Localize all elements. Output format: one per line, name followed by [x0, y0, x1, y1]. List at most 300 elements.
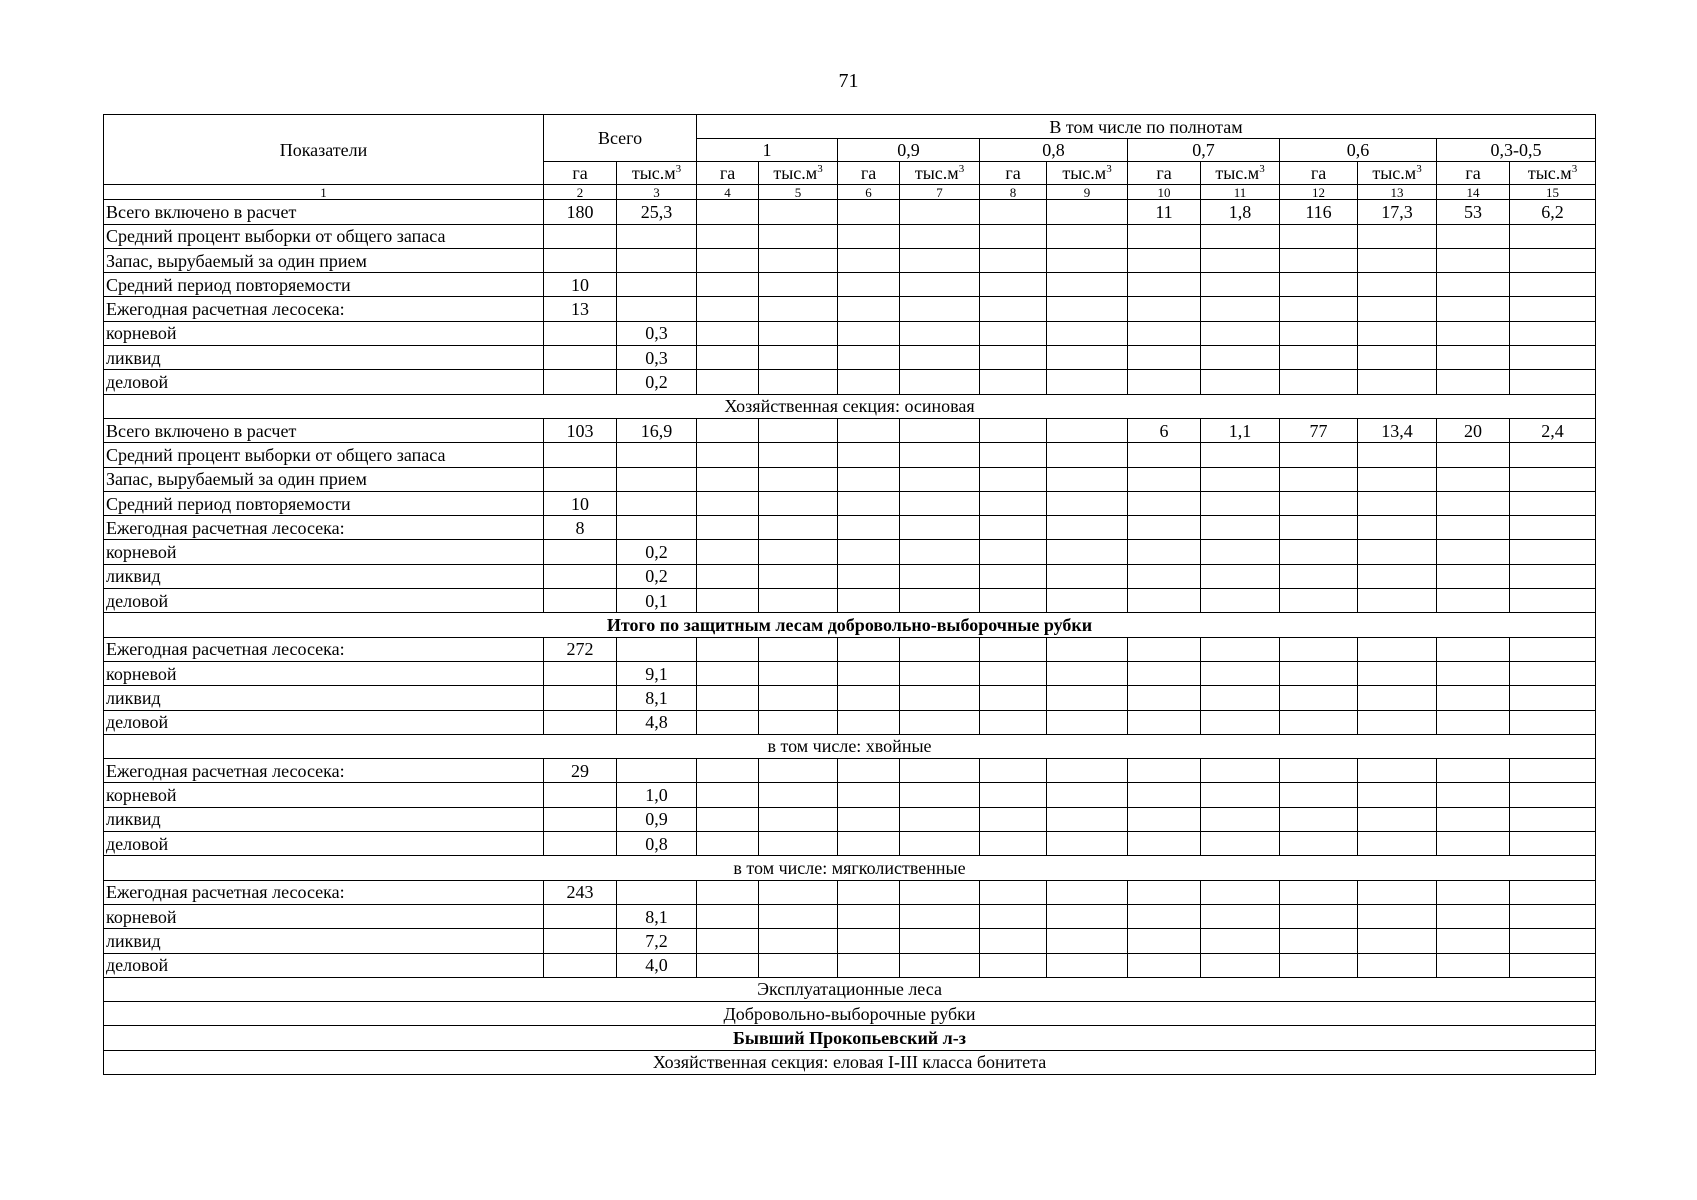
table-cell: [838, 370, 900, 394]
table-cell: [759, 710, 838, 734]
table-cell: [900, 200, 980, 224]
table-cell: [900, 273, 980, 297]
row-label: ликвид: [104, 929, 544, 953]
table-cell: [980, 273, 1047, 297]
unit-volume-text: тыс.м: [914, 163, 959, 184]
table-cell: [900, 589, 980, 613]
table-cell: [980, 321, 1047, 345]
header-unit-ha: га: [697, 162, 759, 185]
table-cell: [1201, 443, 1280, 467]
table-cell: [1510, 953, 1596, 977]
table-cell: [838, 297, 900, 321]
table-cell: [1128, 516, 1201, 540]
table-cell: [1128, 346, 1201, 370]
table-cell: [1128, 467, 1201, 491]
table-cell: [1437, 589, 1510, 613]
column-number: 9: [1047, 185, 1128, 200]
table-cell: [1437, 686, 1510, 710]
table-cell: [1510, 248, 1596, 272]
table-cell: [544, 661, 617, 685]
table-cell: [759, 370, 838, 394]
table-cell: [544, 589, 617, 613]
table-cell: [1437, 297, 1510, 321]
table-cell: [1128, 759, 1201, 783]
table-row: [104, 200, 1596, 224]
table-cell: [1510, 224, 1596, 248]
table-cell: [1510, 467, 1596, 491]
table-row: [104, 516, 1596, 540]
table-cell: [838, 783, 900, 807]
table-cell: [1047, 297, 1128, 321]
table-cell: [1280, 759, 1358, 783]
table-cell: [1510, 832, 1596, 856]
table-cell: [1358, 273, 1437, 297]
table-cell: [1280, 370, 1358, 394]
table-cell: [1510, 661, 1596, 685]
table-cell: [1437, 273, 1510, 297]
table-cell: [1358, 321, 1437, 345]
table-cell: [1510, 370, 1596, 394]
table-cell: [1201, 248, 1280, 272]
table-cell: [759, 467, 838, 491]
table-cell: [1358, 759, 1437, 783]
table-cell: [1437, 953, 1510, 977]
section-title: Хозяйственная секция: еловая I-III класса бонитета: [104, 1050, 1596, 1074]
table-cell: [1280, 953, 1358, 977]
row-label: деловой: [104, 589, 544, 613]
table-cell: [1128, 443, 1201, 467]
table-cell: [1358, 929, 1437, 953]
table-cell: [1201, 273, 1280, 297]
table-cell: [697, 904, 759, 928]
table-cell: [838, 273, 900, 297]
table-cell: [980, 759, 1047, 783]
table-cell: 116: [1280, 200, 1358, 224]
header-unit-volume: [759, 162, 838, 185]
table-cell: [1437, 929, 1510, 953]
table-row: [104, 759, 1596, 783]
table-cell: [697, 783, 759, 807]
table-cell: [1201, 516, 1280, 540]
table-cell: [697, 564, 759, 588]
table-cell: [697, 832, 759, 856]
table-cell: [1510, 564, 1596, 588]
table-cell: [980, 443, 1047, 467]
table-cell: [838, 880, 900, 904]
table-cell: 0,1: [617, 589, 697, 613]
header-by-density: В том числе по полнотам: [697, 115, 1596, 139]
table-cell: 0,3: [617, 346, 697, 370]
row-label: Запас, вырубаемый за один прием: [104, 467, 544, 491]
table-cell: [1201, 467, 1280, 491]
table-cell: [759, 589, 838, 613]
table-cell: 243: [544, 880, 617, 904]
column-number: 6: [838, 185, 900, 200]
table-cell: [759, 759, 838, 783]
table-cell: [544, 346, 617, 370]
table-cell: [1510, 929, 1596, 953]
table-cell: [617, 880, 697, 904]
column-number: 5: [759, 185, 838, 200]
table-cell: [1201, 370, 1280, 394]
table-cell: [1437, 710, 1510, 734]
table-cell: [1201, 929, 1280, 953]
table-cell: [1358, 710, 1437, 734]
table-cell: [838, 929, 900, 953]
table-row: [104, 491, 1596, 515]
table-cell: [617, 516, 697, 540]
table-cell: [1437, 637, 1510, 661]
table-cell: [1280, 273, 1358, 297]
table-cell: [759, 346, 838, 370]
table-cell: 13,4: [1358, 418, 1437, 442]
table-cell: [544, 953, 617, 977]
table-cell: [759, 904, 838, 928]
table-cell: [697, 661, 759, 685]
table-cell: [1280, 321, 1358, 345]
table-cell: [1510, 759, 1596, 783]
row-label: Ежегодная расчетная лесосека:: [104, 637, 544, 661]
header-unit-ha: га: [980, 162, 1047, 185]
column-number: 4: [697, 185, 759, 200]
column-number: 3: [617, 185, 697, 200]
table-cell: 53: [1437, 200, 1510, 224]
table-cell: [838, 540, 900, 564]
table-cell: [838, 321, 900, 345]
table-cell: 0,2: [617, 540, 697, 564]
table-cell: [1201, 759, 1280, 783]
table-cell: [759, 443, 838, 467]
table-cell: [1201, 637, 1280, 661]
row-label: деловой: [104, 832, 544, 856]
table-cell: [1128, 564, 1201, 588]
section-row: [104, 613, 1596, 637]
table-cell: [838, 443, 900, 467]
table-cell: [1358, 953, 1437, 977]
header-unit-ha: га: [1128, 162, 1201, 185]
table-cell: 103: [544, 418, 617, 442]
table-row: [104, 297, 1596, 321]
table-cell: [1437, 540, 1510, 564]
table-cell: 0,2: [617, 564, 697, 588]
section-title: Эксплуатационные леса: [104, 977, 1596, 1001]
table-cell: [1358, 661, 1437, 685]
table-cell: [1510, 540, 1596, 564]
table-cell: [697, 929, 759, 953]
table-cell: [544, 224, 617, 248]
table-cell: [900, 516, 980, 540]
table-cell: [544, 467, 617, 491]
table-cell: 0,8: [617, 832, 697, 856]
column-number: 1: [104, 185, 544, 200]
table-cell: [1047, 516, 1128, 540]
table-row: [104, 832, 1596, 856]
table-cell: [1437, 807, 1510, 831]
table-cell: [900, 540, 980, 564]
table-cell: [1047, 759, 1128, 783]
table-cell: [544, 832, 617, 856]
table-cell: [759, 248, 838, 272]
table-cell: [759, 929, 838, 953]
table-cell: [1437, 904, 1510, 928]
table-cell: [1510, 491, 1596, 515]
table-cell: [697, 297, 759, 321]
table-cell: [697, 637, 759, 661]
header-density: 0,7: [1128, 139, 1280, 162]
column-number: 7: [900, 185, 980, 200]
table-cell: [1437, 516, 1510, 540]
table-cell: [838, 418, 900, 442]
table-cell: [759, 832, 838, 856]
table-cell: [838, 904, 900, 928]
section-title: Хозяйственная секция: осиновая: [104, 394, 1596, 418]
table-cell: [1358, 832, 1437, 856]
table-cell: [1047, 273, 1128, 297]
table-cell: [1047, 467, 1128, 491]
table-cell: [697, 248, 759, 272]
table-cell: [544, 370, 617, 394]
table-cell: [1047, 224, 1128, 248]
table-cell: [1280, 467, 1358, 491]
table-cell: [544, 564, 617, 588]
table-cell: [617, 467, 697, 491]
unit-volume-exponent: 3: [1416, 163, 1422, 176]
table-cell: [1510, 297, 1596, 321]
table-cell: [980, 224, 1047, 248]
table-cell: [1201, 297, 1280, 321]
table-cell: [759, 661, 838, 685]
allowable-cut-table: [103, 114, 1596, 1075]
table-cell: [544, 904, 617, 928]
row-label: Всего включено в расчет: [104, 200, 544, 224]
table-cell: [1510, 273, 1596, 297]
table-cell: [900, 321, 980, 345]
row-label: Ежегодная расчетная лесосека:: [104, 880, 544, 904]
table-cell: [838, 491, 900, 515]
table-cell: [838, 589, 900, 613]
table-cell: [697, 467, 759, 491]
table-cell: [759, 321, 838, 345]
table-cell: [980, 807, 1047, 831]
header-density: 0,9: [838, 139, 980, 162]
table-cell: [759, 418, 838, 442]
table-cell: [544, 321, 617, 345]
table-cell: [544, 248, 617, 272]
table-row: [104, 589, 1596, 613]
table-cell: [1047, 248, 1128, 272]
table-cell: [1280, 661, 1358, 685]
row-label: Ежегодная расчетная лесосека:: [104, 297, 544, 321]
table-cell: [1437, 783, 1510, 807]
row-label: ликвид: [104, 564, 544, 588]
table-cell: [838, 807, 900, 831]
table-cell: 6,2: [1510, 200, 1596, 224]
table-cell: [980, 783, 1047, 807]
table-cell: [980, 661, 1047, 685]
table-cell: [1358, 783, 1437, 807]
table-cell: [1128, 370, 1201, 394]
table-cell: [900, 467, 980, 491]
table-cell: [759, 686, 838, 710]
table-cell: [759, 200, 838, 224]
table-cell: [759, 491, 838, 515]
table-cell: [617, 491, 697, 515]
table-cell: 4,0: [617, 953, 697, 977]
header-total: Всего: [544, 115, 697, 162]
header-density: 0,6: [1280, 139, 1437, 162]
table-cell: [759, 880, 838, 904]
table-cell: [1280, 880, 1358, 904]
table-cell: [697, 807, 759, 831]
table-cell: [1201, 661, 1280, 685]
table-cell: 4,8: [617, 710, 697, 734]
table-row: [104, 929, 1596, 953]
row-label: Средний процент выборки от общего запаса: [104, 443, 544, 467]
table-cell: [980, 540, 1047, 564]
table-cell: [697, 953, 759, 977]
table-cell: [544, 686, 617, 710]
table-cell: [838, 467, 900, 491]
table-cell: [759, 807, 838, 831]
unit-volume-text: тыс.м: [1527, 163, 1572, 184]
table-cell: [1358, 540, 1437, 564]
header-unit-ha: га: [1437, 162, 1510, 185]
table-cell: [1280, 248, 1358, 272]
column-number: 12: [1280, 185, 1358, 200]
table-cell: 180: [544, 200, 617, 224]
table-cell: [980, 418, 1047, 442]
table-cell: [1358, 467, 1437, 491]
unit-volume-text: тыс.м: [773, 163, 818, 184]
table-cell: [1358, 491, 1437, 515]
table-cell: [1201, 904, 1280, 928]
table-row: [104, 807, 1596, 831]
table-cell: [1280, 297, 1358, 321]
table-row: [104, 686, 1596, 710]
table-cell: [697, 759, 759, 783]
table-cell: [980, 200, 1047, 224]
table-cell: [1047, 637, 1128, 661]
table-cell: 0,2: [617, 370, 697, 394]
table-cell: [1510, 686, 1596, 710]
table-cell: [838, 637, 900, 661]
table-row: [104, 783, 1596, 807]
table-cell: [1510, 783, 1596, 807]
table-cell: [1128, 491, 1201, 515]
table-cell: [900, 491, 980, 515]
table-cell: 25,3: [617, 200, 697, 224]
header-density: 1: [697, 139, 838, 162]
table-row: [104, 661, 1596, 685]
unit-volume-exponent: 3: [675, 163, 682, 176]
table-cell: [1047, 321, 1128, 345]
table-row: [104, 346, 1596, 370]
table-cell: [900, 297, 980, 321]
table-cell: [1280, 832, 1358, 856]
table-cell: [697, 321, 759, 345]
table-cell: [980, 953, 1047, 977]
table-cell: [1128, 880, 1201, 904]
table-cell: [1047, 904, 1128, 928]
table-cell: [544, 807, 617, 831]
table-cell: [980, 710, 1047, 734]
column-number: 2: [544, 185, 617, 200]
table-cell: [1358, 248, 1437, 272]
table-cell: [1128, 807, 1201, 831]
table-cell: 1,1: [1201, 418, 1280, 442]
row-label: корневой: [104, 783, 544, 807]
table-cell: 16,9: [617, 418, 697, 442]
table-cell: [697, 516, 759, 540]
table-cell: [1128, 953, 1201, 977]
table-cell: [1510, 589, 1596, 613]
table-cell: [1128, 589, 1201, 613]
table-row: [104, 273, 1596, 297]
table-cell: [1437, 491, 1510, 515]
table-cell: [900, 248, 980, 272]
table-cell: [900, 370, 980, 394]
table-cell: [1510, 880, 1596, 904]
table-cell: [1128, 273, 1201, 297]
table-cell: [1201, 321, 1280, 345]
table-row: [104, 540, 1596, 564]
header-indicators: Показатели: [104, 115, 544, 185]
header-unit-volume: [900, 162, 980, 185]
table-cell: [1358, 443, 1437, 467]
table-cell: [1358, 589, 1437, 613]
table-cell: [1510, 807, 1596, 831]
table-cell: 29: [544, 759, 617, 783]
table-cell: [1358, 904, 1437, 928]
section-row: [104, 1050, 1596, 1074]
section-title: Бывший Прокопьевский л-з: [104, 1026, 1596, 1050]
row-label: деловой: [104, 953, 544, 977]
table-cell: [617, 248, 697, 272]
section-row: [104, 977, 1596, 1001]
table-cell: [1201, 953, 1280, 977]
table-cell: [697, 589, 759, 613]
row-label: Средний процент выборки от общего запаса: [104, 224, 544, 248]
table-cell: 272: [544, 637, 617, 661]
unit-volume-text: тыс.м: [1215, 163, 1260, 184]
table-cell: [759, 953, 838, 977]
table-cell: 10: [544, 491, 617, 515]
table-cell: [900, 443, 980, 467]
header-unit-volume: [1201, 162, 1280, 185]
row-label: корневой: [104, 661, 544, 685]
table-cell: 7,2: [617, 929, 697, 953]
table-cell: [980, 686, 1047, 710]
table-cell: [1128, 929, 1201, 953]
table-cell: [544, 540, 617, 564]
table-cell: [1280, 491, 1358, 515]
table-cell: [617, 443, 697, 467]
table-cell: [1358, 686, 1437, 710]
table-cell: 6: [1128, 418, 1201, 442]
table-cell: [617, 297, 697, 321]
table-cell: [1358, 224, 1437, 248]
table-cell: [544, 443, 617, 467]
table-row: [104, 564, 1596, 588]
table-cell: [1510, 904, 1596, 928]
table-cell: [759, 637, 838, 661]
table-row: [104, 904, 1596, 928]
table-cell: [1047, 443, 1128, 467]
table-row: [104, 224, 1596, 248]
table-cell: [1047, 564, 1128, 588]
table-row: [104, 418, 1596, 442]
table-cell: [838, 564, 900, 588]
